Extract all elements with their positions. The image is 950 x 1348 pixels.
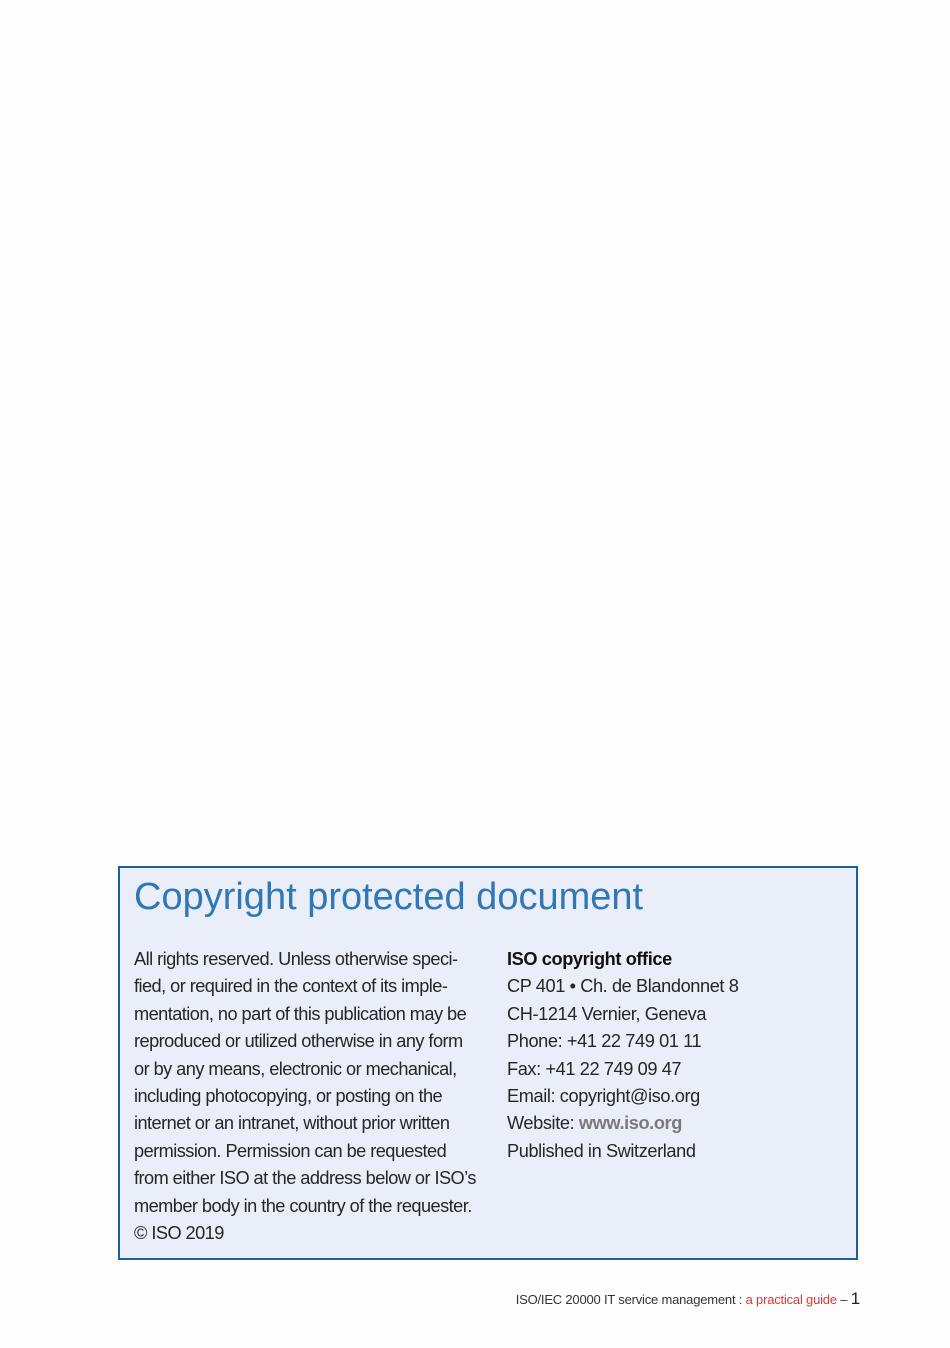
footer-separator: – xyxy=(836,1292,851,1307)
rights-notice-line: permission. Permission can be requested xyxy=(134,1140,447,1161)
office-phone: Phone: +41 22 749 01 11 xyxy=(507,1031,702,1052)
rights-notice-line: from either ISO at the address below or ISO’s xyxy=(134,1168,476,1189)
page-number: 1 xyxy=(850,1289,860,1308)
copyright-office-contact xyxy=(507,946,837,1165)
copyright-title: Copyright protected document xyxy=(134,876,644,918)
rights-notice-line: mentation, no part of this publication may be xyxy=(134,1003,467,1024)
office-address-line2: CH-1214 Vernier, Geneva xyxy=(507,1003,707,1024)
rights-notice-line: All rights reserved. Unless otherwise speci- xyxy=(134,949,458,969)
rights-notice xyxy=(134,946,479,1247)
office-website-label: Website: xyxy=(507,1113,579,1134)
rights-notice-line: reproduced or utilized otherwise in any form xyxy=(134,1031,463,1052)
website-link[interactable]: www.iso.org xyxy=(578,1113,682,1134)
page-footer xyxy=(516,1289,860,1309)
office-website xyxy=(507,1110,837,1137)
office-address-line1: CP 401 • Ch. de Blandonnet 8 xyxy=(507,976,739,997)
office-title: ISO copyright office xyxy=(507,949,672,969)
footer-doc-title: ISO/IEC 20000 IT service management : xyxy=(515,1292,746,1307)
rights-notice-line: including photocopying, or posting on the xyxy=(134,1086,443,1107)
rights-notice-line: fied, or required in the context of its imple- xyxy=(134,976,448,997)
rights-notice-line: internet or an intranet, without prior written xyxy=(134,1113,450,1134)
footer-subtitle: a practical guide xyxy=(745,1292,837,1307)
copyright-box xyxy=(118,866,858,1260)
office-fax: Fax: +41 22 749 09 47 xyxy=(507,1058,682,1079)
copyright-year: © ISO 2019 xyxy=(134,1223,224,1244)
rights-notice-line: or by any means, electronic or mechanical, xyxy=(134,1058,457,1079)
rights-notice-line: member body in the country of the requester. xyxy=(134,1195,472,1216)
published-location: Published in Switzerland xyxy=(507,1140,696,1161)
office-email[interactable]: Email: copyright@iso.org xyxy=(507,1086,700,1107)
